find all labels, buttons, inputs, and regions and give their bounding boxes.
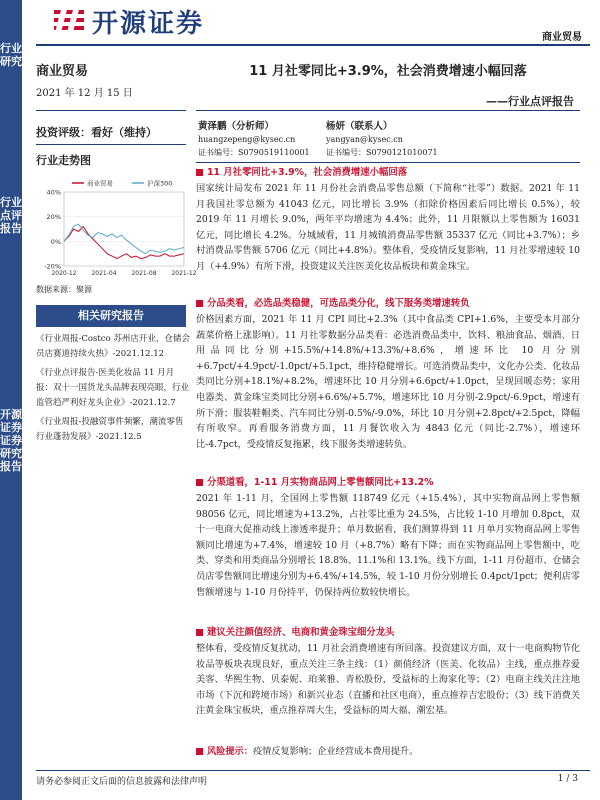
related-reports-title: 相关研究报告 <box>36 305 186 327</box>
section-heading: 建议关注颜值经济、电商和黄金珠宝细分龙头 <box>196 626 580 640</box>
side-strip <box>0 0 22 800</box>
risk-text: 疫情反复影响；企业经营成本费用提升。 <box>252 746 419 757</box>
y-tick-label: 40% <box>46 188 61 197</box>
analyst-email[interactable]: huangzepeng@kysec.cn <box>198 135 296 144</box>
side-strip-top-text: 行业研究 <box>0 42 22 68</box>
bullet-icon <box>196 748 203 755</box>
footer-divider <box>36 770 590 771</box>
legend-label: 沪深300 <box>147 179 173 188</box>
report-subtitle: ——行业点评报告 <box>486 95 574 108</box>
y-tick-label: 20% <box>46 213 61 222</box>
title-divider <box>196 110 580 111</box>
footer-disclaimer: 请务必参阅正文后面的信息披露和法律声明 <box>36 777 208 787</box>
report-date: 2021 年 12 月 15 日 <box>36 88 133 99</box>
bullet-icon <box>196 479 203 486</box>
x-tick-label: 2021-08 <box>131 270 157 277</box>
header-category: 商业贸易 <box>542 32 582 43</box>
analyst-email[interactable]: yangyan@kysec.cn <box>326 135 403 144</box>
analyst-name: 杨妍（联系人） <box>326 121 393 132</box>
report-title: 11 月社零同比+3.9%，社会消费增速小幅回落 <box>249 64 527 79</box>
risk-note <box>196 744 580 760</box>
section-heading: 分品类看，必选品类稳健，可选品类分化，线下服务类增速转负 <box>196 297 580 311</box>
section-body: 2021 年 1-11 月，全国网上零售额 118749 亿元（+15.4%），其中实物商品网上零售额 98056 亿元，同比增速为+13.2%，占社零比重为 24.5%，占比较 1-10 月增加 0.8pct，双十一电商大促推动线上渗透率提升；单月数据看，我们测算得到 11 月单月实物商品网上零售额同比增速为+7.4%，增速较 10 月（+8.7%）略有下降；而在实物商品网上零售额中，吃类、穿类和用类商品分别增长 18.8%、11.1%和 13.1%。线下方面，1-11 月份超市、仓储会员店零售额同比增速分别为+6.4%/+14.5%，较 1-10 月份分别增长 0.4pct/1pct；便利店零售额增速与 1-10 月份持平，仍保持两位数较快增长。 <box>196 493 580 598</box>
analyst-1 <box>198 120 310 159</box>
brand-logo <box>52 4 204 38</box>
bullet-icon <box>196 300 203 307</box>
section-heading: 11 月社零同比+3.9%，社会消费增速小幅回落 <box>196 166 580 180</box>
related-report-item[interactable]: 《行业周报-投融资事件频繁，潮流零售行业蓬勃发展》-2021.12.5 <box>36 417 184 442</box>
page-number: 1 / 3 <box>557 774 578 784</box>
bullet-icon <box>196 169 203 176</box>
analyst-divider <box>196 162 580 163</box>
related-reports-list <box>36 332 190 449</box>
left-divider <box>36 144 186 145</box>
sector-name: 商业贸易 <box>36 64 89 79</box>
y-tick-label: 0% <box>50 237 61 246</box>
analyst-2 <box>326 120 438 159</box>
side-strip-bottom-text: 开源证券 证券研究报告 <box>0 408 22 473</box>
related-report-item[interactable]: 《行业点评报告-医美化妆品 11 月月报：双十一国货龙头品牌表现亮眼，行业监管趋严利好龙头企业》-2021.12.7 <box>36 368 190 408</box>
x-tick-label: 2020-12 <box>51 270 77 277</box>
x-tick-label: 2021-04 <box>91 270 117 277</box>
section-body: 国家统计局发布 2021 年 11 月份社会消费品零售总额（下简称“社零”）数据。2021 年 11 月我国社零总额为 41043 亿元，同比增长 3.9%（扣除价格因素后同比增长 0.5%），较 2019 年 11 月增长 9.0%，两年平均增速为 4.4%；此外，11 月限额以上零售额为 16031 亿元，同比增长 4.2%。分城域看，11 月城镇消费品零售额 35337 亿元（同比+3.7%）；乡村消费品零售额 5706 亿元（同比+4.8%）。整体看，受疫情反复影响，11 月社零增速较 10 月（+4.9%）有所下滑，投资建议关注医美化妆品板块和黄金珠宝。 <box>196 183 580 272</box>
left-divider <box>36 110 186 111</box>
series-line-1 <box>64 224 184 254</box>
related-report-item[interactable]: 《行业周报-Costco 苏州店开业，仓储会员店赛道持续火热》-2021.12.12 <box>36 334 190 359</box>
header-divider <box>36 44 590 46</box>
legend-label: 商业贸易 <box>87 179 113 188</box>
logo-icon <box>52 6 86 36</box>
trend-title: 行业走势图 <box>36 154 91 167</box>
trend-chart <box>34 174 197 284</box>
y-tick-label: -20% <box>44 262 61 271</box>
series-line-0 <box>64 227 184 259</box>
side-strip-mid-text: 行业点评报告 <box>0 196 22 235</box>
analyst-cert: 证书编号：S0790121010071 <box>326 148 438 157</box>
investment-rating: 投资评级：看好（维持） <box>36 126 157 139</box>
analyst-cert: 证书编号：S0790519110001 <box>198 148 310 157</box>
chart-source: 数据来源：聚源 <box>36 285 92 294</box>
x-tick-label: 2021-12 <box>171 270 197 277</box>
logo-text: 开源证券 <box>92 8 205 39</box>
section-body: 价格因素方面，2021 年 11 月 CPI 同比+2.3%（其中食品类 CPI+1.6%，主要受本月部分蔬菜价格上涨影响）。11 月社零数据分品类看：必选消费品类中，饮料、粮油食品、烟酒、日用品同比分别+15.5%/+14.8%/+13.3%/+8.6%，增速环比 10 月分别+6.7pct/+4.9pct/-1.0pct/+5.1pct，维持稳健增长。可选消费品类中，文化办公类、化妆品类同比分别+18.1%/+8.2%，增速环比 10 月分别+6.6pct/+1.0pct，呈现回暖态势；家用电器类、黄金珠宝类同比分别+6.6%/+5.7%，增速环比 10 月分别-2.9pct/-6.9pct，增速有所下滑；服装鞋帽类、汽车同比分别-0.5%/-9.0%，环比 10 月分别+2.8pct/+2.5pct，降幅有所收窄。再看服务消费方面，11 月餐饮收入为 4843 亿元（同比-2.7%），增速环比-4.7pct，受疫情反复拖累，线下服务类增速转负。 <box>196 314 580 450</box>
bullet-icon <box>196 629 203 636</box>
analyst-name: 黄泽鹏（分析师） <box>198 121 275 132</box>
risk-label: 风险提示： <box>207 746 253 757</box>
section-heading: 分渠道看，1-11 月实物商品网上零售额同比+13.2% <box>196 476 580 490</box>
section-body: 整体看，受疫情反复扰动，11 月社会消费增速有所回落。投资建议方面，双十一电商购物节化妆品等板块表现良好，重点关注三条主线：（1）颜值经济（医美、化妆品）主线，重点推荐爱美客、华熙生物、贝泰妮、珀莱雅、青松股份，受益标的上海家化等；（2）电商主线关注注地市场（下沉和跨境市场）和新兴业态（直播和社区电商），重点推荐吉宏股份；（3）线下消费关注黄金珠宝板块，重点推荐周大生，受益标的周大福、潮宏基。 <box>196 643 580 717</box>
